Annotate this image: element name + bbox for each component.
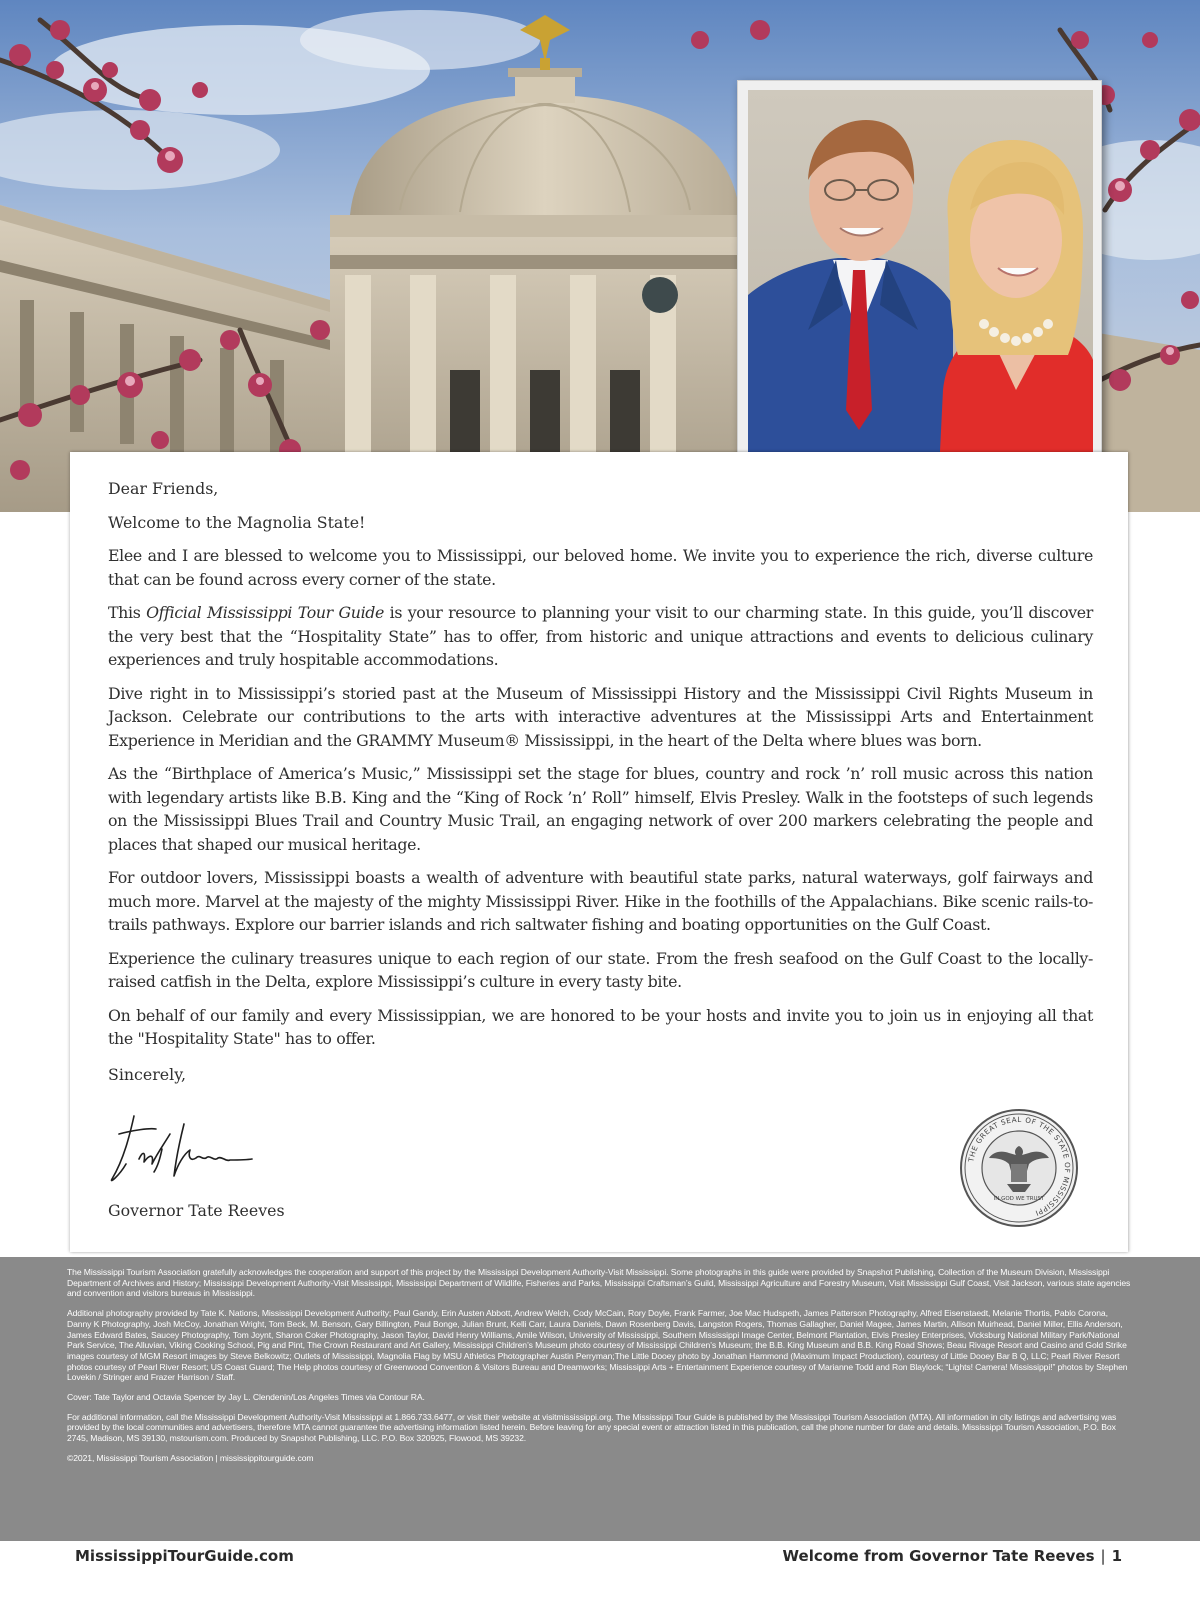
welcome-letter	[70, 452, 1128, 1252]
governor-portrait-illustration	[748, 90, 1093, 492]
paragraph-prefix: This	[108, 603, 147, 622]
signature-icon	[104, 1104, 254, 1198]
letter-paragraph: As the “Birthplace of America’s Music,” Mississippi set the stage for blues, country and rock ’n’ roll music across this nation with legendary artists like B.B. King and the “King of Rock ’n’ Roll” himself, Elvis Presley. Walk in the footsteps of such legends on the Mississippi Blues Trail and Country Music Trail, an engaging network of over 200 markers celebrating the people and places that shaped our musical heritage.	[108, 764, 1093, 854]
footer-separator: |	[1100, 1547, 1106, 1565]
credits-acknowledgement: The Mississippi Tourism Association gratefully acknowledges the cooperation and support of this project by the Mississippi Development Authority-Visit Mississippi. Some photographs in this guide were provided by Snapshot Publishing, Collection of the Museum Division, Mississippi Department of Archives and History; Mississippi Development Authority-Visit Mississippi, Mississippi Department of Wildlife, Fisheries and Parks, Mississippi Craftsman’s Guild, Mississippi Agriculture and Forestry Museum, Visit Mississippi Gulf Coast, Visit Jackson, various state agencies and convention and visitors bureaus in Mississippi.	[67, 1267, 1131, 1299]
credits-photography: Additional photography provided by Tate K. Nations, Mississippi Development Authority; Paul Gandy, Erin Austen Abbott, Andrew Welch, Cody McCain, Rory Doyle, Frank Farmer, Joe Mac Hudspeth, James Patterson Photography, Alfred Eisenstaedt, Melanie Thortis, Pablo Corona, Danny K Photography, Josh McCoy, Jonathan Wright, Tom Beck, M. Benson, Gary Billington, Paul Bonge, Julian Brunt, Kelli Carr, Laura Daniels, Dawn Rosenberg Davis, Langston Rogers, Thomas Gallagher, Daniel Magee, James Martin, Allison Muirhead, Daniel Miller, Ellis Anderson, James Edward Bates, Saucey Photography, Tom Joynt, Sharon Coker Photography, Jason Taylor, David Henry Williams, Amile Wilson, University of Mississippi, Southern Mississippi Image Center, Belmont Plantation, Elvis Presley Enterprises, Vicksburg National Military Park/National Park Service, The Alluvian, Viking Cooking School, Pig and Pint, The Crown Restaurant and Art Gallery, Mississippi Children’s Museum photo courtesy of Mississippi Children’s Museum; the B.B. King Museum and B.B. King Road Shows; Beau Rivage Resort and Casino and Gold Strike images courtesy of MGM Resort images by Steve Belkowitz; Outlets of Mississippi, Magnolia Flag by MSU Athletics Photographer Austin Perryman;The Little Dooey photo by Jonathan Hammond (Maximum Impact Production), courtesy of Little Dooey Bar B Q, LLC; Pearl River Resort photos courtesy of Pearl River Resort; US Coast Guard; The Help photos courtesy of Greenwood Convention & Visitors Bureau and Dreamworks; Mississippi Arts + Entertainment Experience courtesy of Marianne Todd and Ron Blaylock; “Lights! Camera! Mississippi!” photos by Stephen Lovekin / Stringer and Frazer Harrison / Staff.	[67, 1308, 1128, 1383]
credits-cover: Cover: Tate Taylor and Octavia Spencer by Jay L. Clendenin/Los Angeles Times via Contour RA.	[67, 1392, 425, 1403]
section-title: Welcome from Governor Tate Reeves	[782, 1547, 1095, 1565]
signer-name: Governor Tate Reeves	[108, 1201, 285, 1220]
seal-motto: IN GOD WE TRUST	[993, 1196, 1045, 1202]
governor-photo	[748, 90, 1093, 492]
letter-paragraph: Experience the culinary treasures unique to each region of our state. From the fresh seafood on the Gulf Coast to the locally-raised catfish in the Delta, explore Mississippi’s culture in every tasty bite.	[108, 948, 1093, 991]
footer-section	[783, 1547, 1122, 1565]
credits-panel	[0, 1257, 1200, 1541]
letter-paragraph	[108, 601, 1093, 672]
credits-info: For additional information, call the Mississippi Development Authority-Visit Mississippi at 1.866.733.6477, or visit their website at visitmississippi.org. The Mississippi Tour Guide is published by the Mississippi Tourism Association (MTA). All information in city listings and advertising was provided by the local communities and advertisers, therefore MTA cannot guarantee the advertising information listed herein. Before leaving for any special event or attraction listed in this publication, call the phone number for date and details. Mississippi Tourism Association, P.O. Box 2745, Madison, MS 39130, mstourism.com. Produced by Snapshot Publishing, LLC. P.O. Box 320925, Flowood, MS 39232.	[67, 1411, 1117, 1444]
letter-paragraph: Dive right in to Mississippi’s storied past at the Museum of Mississippi History and the Mississippi Civil Rights Museum in Jackson. Celebrate our contributions to the arts with interactive adventures at the Mississippi Arts and Entertainment Experience in Meridian and the GRAMMY Museum® Mississippi, in the heart of the Delta where blues was born.	[108, 683, 1093, 750]
state-seal-icon	[959, 1108, 1079, 1232]
page-number: 1	[1111, 1547, 1122, 1565]
letter-paragraph: Elee and I are blessed to welcome you to Mississippi, our beloved home. We invite you to experience the rich, diverse culture that can be found across every corner of the state.	[108, 546, 1093, 589]
governor-photo-card	[737, 80, 1102, 504]
seal-text: THE GREAT SEAL OF THE STATE OF MISSISSIPPI	[966, 1114, 1073, 1218]
letter-body	[108, 477, 1093, 1061]
letter-closing: Sincerely,	[108, 1065, 187, 1084]
letter-paragraph: On behalf of our family and every Mississippian, we are honored to be your hosts and invite you to join us in enjoying all that the "Hospitality State" has to offer.	[108, 1005, 1093, 1048]
guide-title: Official Mississippi Tour Guide	[146, 603, 385, 622]
paragraph-rest: is your resource to planning your visit to our charming state. In this guide, you’ll discover the very best that the “Hospitality State” has to offer, from historic and unique attractions and events to delicious culinary experiences and truly hospitable accommodations.	[108, 603, 1094, 669]
letter-paragraph: For outdoor lovers, Mississippi boasts a wealth of adventure with beautiful state parks, natural waterways, golf fairways and much more. Marvel at the majesty of the mighty Mississippi River. Hike in the foothills of the Appalachians. Bike scenic rails-to-trails pathways. Explore our barrier islands and rich saltwater fishing and boating opportunities on the Gulf Coast.	[108, 868, 1093, 934]
page-footer	[0, 1541, 1200, 1613]
credits-copyright: ©2021, Mississippi Tourism Association | mississippitourguide.com	[67, 1452, 314, 1463]
site-link[interactable]: MississippiTourGuide.com	[75, 1547, 294, 1565]
letter-greeting: Dear Friends,	[108, 479, 219, 498]
letter-welcome: Welcome to the Magnolia State!	[108, 512, 366, 532]
